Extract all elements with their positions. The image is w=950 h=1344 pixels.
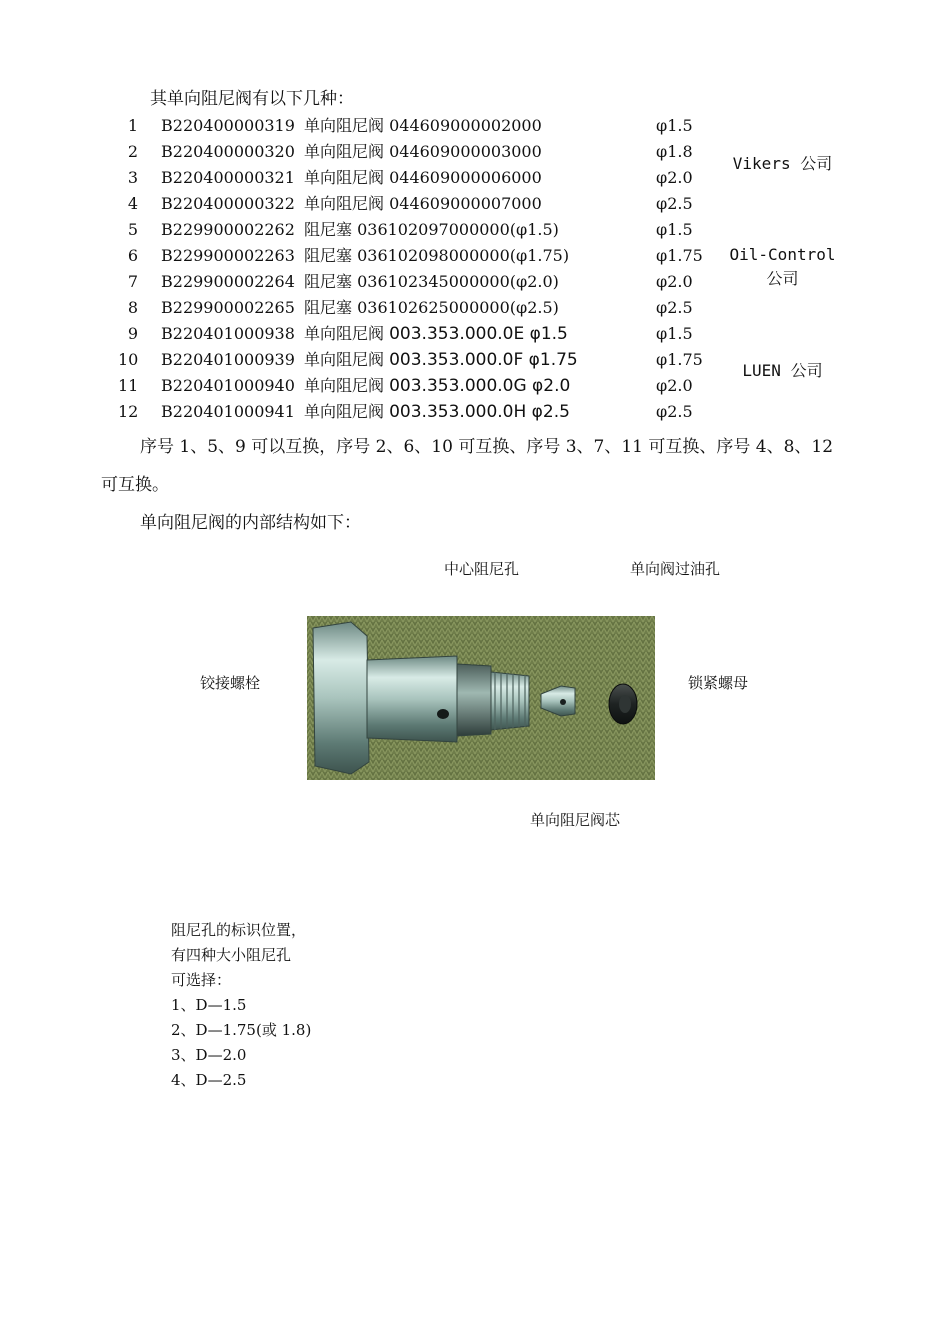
- row-name-part: 003.353.000.0F φ1.75: [389, 350, 578, 370]
- row-diameter: φ2.5: [656, 402, 693, 421]
- row-index: 2: [127, 142, 138, 161]
- row-code: B220400000320: [161, 142, 295, 161]
- group-vikers: Vikers 公司: [732, 154, 833, 173]
- row-diameter: φ2.5: [656, 298, 693, 317]
- lock-nut-shape: [609, 684, 637, 724]
- row-diameter: φ1.5: [656, 220, 693, 239]
- row-name-prefix: 单向阻尼阀: [304, 350, 385, 369]
- group-oil-control: [720, 243, 845, 291]
- row-index: 11: [118, 376, 139, 395]
- row-name: 单向阻尼阀 044609000003000: [304, 142, 542, 161]
- row-index: 5: [127, 220, 138, 239]
- table-row: [0, 194, 950, 220]
- row-index: 3: [127, 168, 138, 187]
- row-index: 7: [127, 272, 138, 291]
- bolt-thread: [491, 672, 529, 730]
- row-diameter: φ2.5: [656, 194, 693, 213]
- intro-text: 其单向阻尼阀有以下几种：: [150, 89, 354, 109]
- label-core: 单向阻尼阀芯: [530, 811, 621, 829]
- table-row: [0, 116, 950, 142]
- row-name: 阻尼塞 036102625000000(φ2.5): [304, 298, 559, 317]
- label-lock-nut: 锁紧螺母: [688, 674, 749, 692]
- note-line: 阻尼孔的标识位置，: [171, 921, 307, 939]
- label-oil-hole: 单向阀过油孔: [630, 560, 721, 578]
- row-name: [304, 402, 570, 422]
- row-name-part: 003.353.000.0H φ2.5: [389, 402, 570, 422]
- note-line: 可选择：: [171, 971, 232, 989]
- notes-block: [171, 918, 311, 1093]
- note-line: 3、D—2.0: [171, 1046, 247, 1064]
- row-name-prefix: 单向阻尼阀: [304, 324, 385, 343]
- row-code: B220401000938: [161, 324, 295, 343]
- row-code: B220401000940: [161, 376, 295, 395]
- bolt-body: [367, 656, 457, 742]
- structure-intro: 单向阻尼阀的内部结构如下：: [140, 513, 361, 533]
- row-index: 12: [118, 402, 139, 421]
- interchange-line2: 可互换。: [101, 475, 169, 495]
- table-row: [0, 324, 950, 350]
- note-line: 4、D—2.5: [171, 1071, 247, 1089]
- row-code: B229900002262: [161, 220, 295, 239]
- row-index: 10: [118, 350, 139, 369]
- row-code: B220400000319: [161, 116, 295, 135]
- row-index: 6: [127, 246, 138, 265]
- group-luen: LUEN 公司: [742, 361, 823, 380]
- oil-hole: [437, 709, 449, 719]
- row-name: [304, 324, 568, 344]
- core-hole: [560, 699, 566, 705]
- note-line: 有四种大小阻尼孔: [171, 946, 292, 964]
- bolt-head: [313, 622, 369, 774]
- row-name: [304, 350, 578, 370]
- row-code: B220401000941: [161, 402, 295, 421]
- row-index: 4: [127, 194, 138, 213]
- valve-photo: [307, 616, 655, 780]
- row-name: 阻尼塞 036102345000000(φ2.0): [304, 272, 559, 291]
- row-name-part: 003.353.000.0G φ2.0: [389, 376, 571, 396]
- row-code: B229900002263: [161, 246, 295, 265]
- row-diameter: φ2.0: [656, 272, 693, 291]
- label-banjo-bolt: 铰接螺栓: [200, 674, 261, 692]
- label-center-hole: 中心阻尼孔: [444, 560, 520, 578]
- row-diameter: φ2.0: [656, 376, 693, 395]
- row-name: 阻尼塞 036102098000000(φ1.75): [304, 246, 570, 265]
- row-name-part: 003.353.000.0E φ1.5: [389, 324, 568, 344]
- row-diameter: φ2.0: [656, 168, 693, 187]
- row-name: [304, 376, 570, 396]
- row-name: 单向阻尼阀 044609000006000: [304, 168, 542, 187]
- row-code: B220401000939: [161, 350, 295, 369]
- table-row: [0, 402, 950, 428]
- row-index: 9: [127, 324, 138, 343]
- row-diameter: φ1.5: [656, 324, 693, 343]
- row-diameter: φ1.75: [656, 350, 703, 369]
- interchange-line1: 序号 1、5、9 可以互换，序号 2、6、10 可互换、序号 3、7、11 可互换、序号 4、8、12: [140, 437, 834, 457]
- row-name-prefix: 单向阻尼阀: [304, 376, 385, 395]
- row-code: B229900002264: [161, 272, 295, 291]
- row-code: B229900002265: [161, 298, 295, 317]
- table-row: [0, 298, 950, 324]
- row-code: B220400000321: [161, 168, 295, 187]
- row-diameter: φ1.8: [656, 142, 693, 161]
- row-name: 单向阻尼阀 044609000002000: [304, 116, 542, 135]
- row-name-prefix: 单向阻尼阀: [304, 402, 385, 421]
- group-oil-control-line2: 公司: [766, 269, 799, 288]
- row-index: 8: [127, 298, 138, 317]
- group-oil-control-line1: Oil-Control: [729, 245, 836, 264]
- row-code: B220400000322: [161, 194, 295, 213]
- note-line: 1、D—1.5: [171, 996, 247, 1014]
- note-line: 2、D—1.75(或 1.8): [171, 1021, 312, 1039]
- row-diameter: φ1.75: [656, 246, 703, 265]
- row-name: 阻尼塞 036102097000000(φ1.5): [304, 220, 559, 239]
- row-index: 1: [127, 116, 138, 135]
- bolt-collar: [457, 664, 491, 736]
- row-name: 单向阻尼阀 044609000007000: [304, 194, 542, 213]
- row-diameter: φ1.5: [656, 116, 693, 135]
